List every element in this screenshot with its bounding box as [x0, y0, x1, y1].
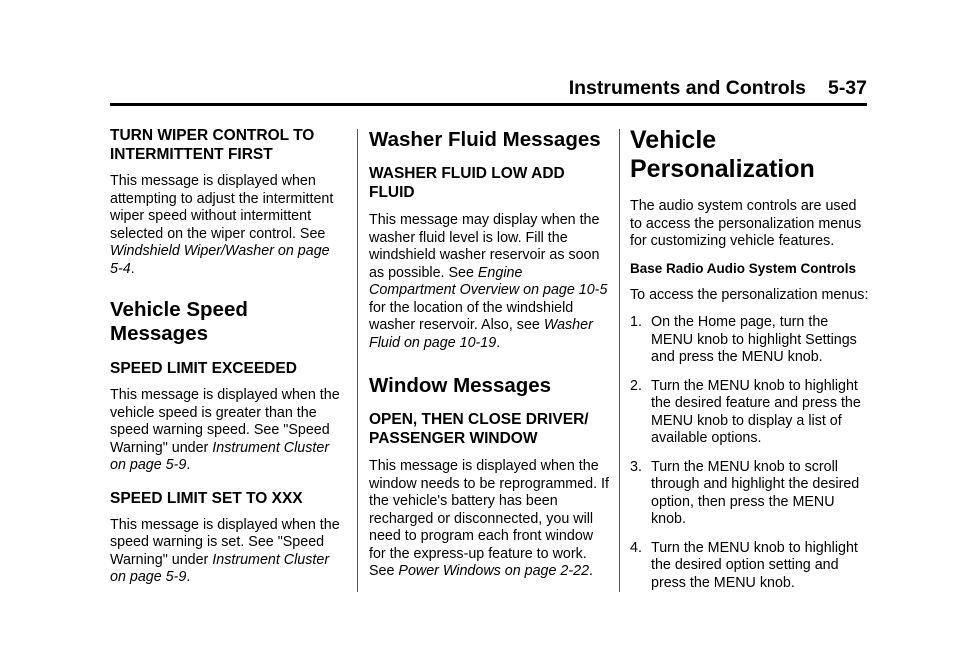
washer-fluid-text: This message may display when the washer fluid level is low. Fill the windshield washer reservoir as soon as possible. See Engine Compartment Overview on page 10-5 for the location of the windshield washer reservoir. Also, see Washer Fluid on page 10-19. [369, 212, 608, 351]
list-item: 4. Turn the MENU knob to highlight the desired option setting and press the MENU knob. [630, 539, 858, 591]
window-message-text: This message is displayed when the window needs to be reprogrammed. If the vehicle's battery has been recharged or disconnected, you will need to program each front window for the express-up feature to work. See Power Windows on page 2-22. [369, 458, 609, 579]
list-item: 3. Turn the MENU knob to scroll through and highlight the desired option, then press the MENU knob. [630, 458, 860, 527]
window-section-title: Window Messages [369, 374, 552, 397]
washer-fluid-section-title: Washer Fluid Messages [369, 128, 601, 151]
speed-exceeded-text: This message is displayed when the vehicle speed is greater than the speed warning speed. See "Speed Warning" under Instrument Cluster on page 5-9. [110, 387, 340, 473]
speed-set-text: This message is displayed when the speed warning is set. See "Speed Warning" under Instrument Cluster on page 5-9. [110, 516, 340, 585]
cluster-reference: Instrument Cluster on page 5-9 [110, 551, 330, 585]
engine-compartment-reference: Engine Compartment Overview on page 10-5 [369, 264, 608, 298]
base-radio-heading: Base Radio Audio System Controls [630, 260, 857, 276]
cluster-reference: Instrument Cluster on page 5-9 [110, 439, 330, 473]
column-divider [619, 129, 620, 592]
column-2 [369, 126, 609, 581]
washer-fluid-heading: WASHER FLUID LOW ADD FLUID [369, 165, 565, 201]
access-text: To access the personalization menus: [630, 286, 869, 303]
list-item: 1. On the Home page, turn the MENU knob to highlight Settings and press the MENU knob. [630, 314, 857, 365]
column-3 [630, 126, 870, 592]
speed-set-heading: SPEED LIMIT SET TO XXX [110, 489, 303, 507]
list-item: 2. Turn the MENU knob to highlight the desired feature and press the MENU knob to display a list of available options. [630, 377, 861, 446]
column-1 [110, 126, 346, 587]
speed-exceeded-heading: SPEED LIMIT EXCEEDED [110, 360, 297, 377]
page-header [110, 76, 867, 100]
wiper-message-text: This message is displayed when attempting to adjust the intermittent wiper speed without intermittent selected on the wiper control. See Windshield Wiper/Washer on page 5-4. [110, 173, 334, 277]
column-divider [357, 129, 358, 592]
steps-list [630, 314, 870, 592]
header-rule [110, 103, 867, 106]
wiper-message-heading: TURN WIPER CONTROL TO INTERMITTENT FIRST [110, 127, 315, 163]
washer-fluid-reference: Washer Fluid on page 10-19 [369, 317, 593, 351]
personalization-intro: The audio system controls are used to access the personalization menus for customizing vehicle features. [630, 198, 862, 249]
power-windows-reference: Power Windows on page 2-22 [398, 563, 590, 579]
personalization-section-title: Vehicle Personalization [630, 126, 815, 183]
page-number: 5-37 [827, 77, 867, 99]
header-title: Instruments and Controls [568, 77, 806, 99]
vehicle-speed-section-title: Vehicle Speed Messages [110, 298, 248, 345]
window-message-heading: OPEN, THEN CLOSE DRIVER/ PASSENGER WINDOW [369, 411, 589, 447]
wiper-reference: Windshield Wiper/Washer on page 5-4 [110, 243, 330, 277]
